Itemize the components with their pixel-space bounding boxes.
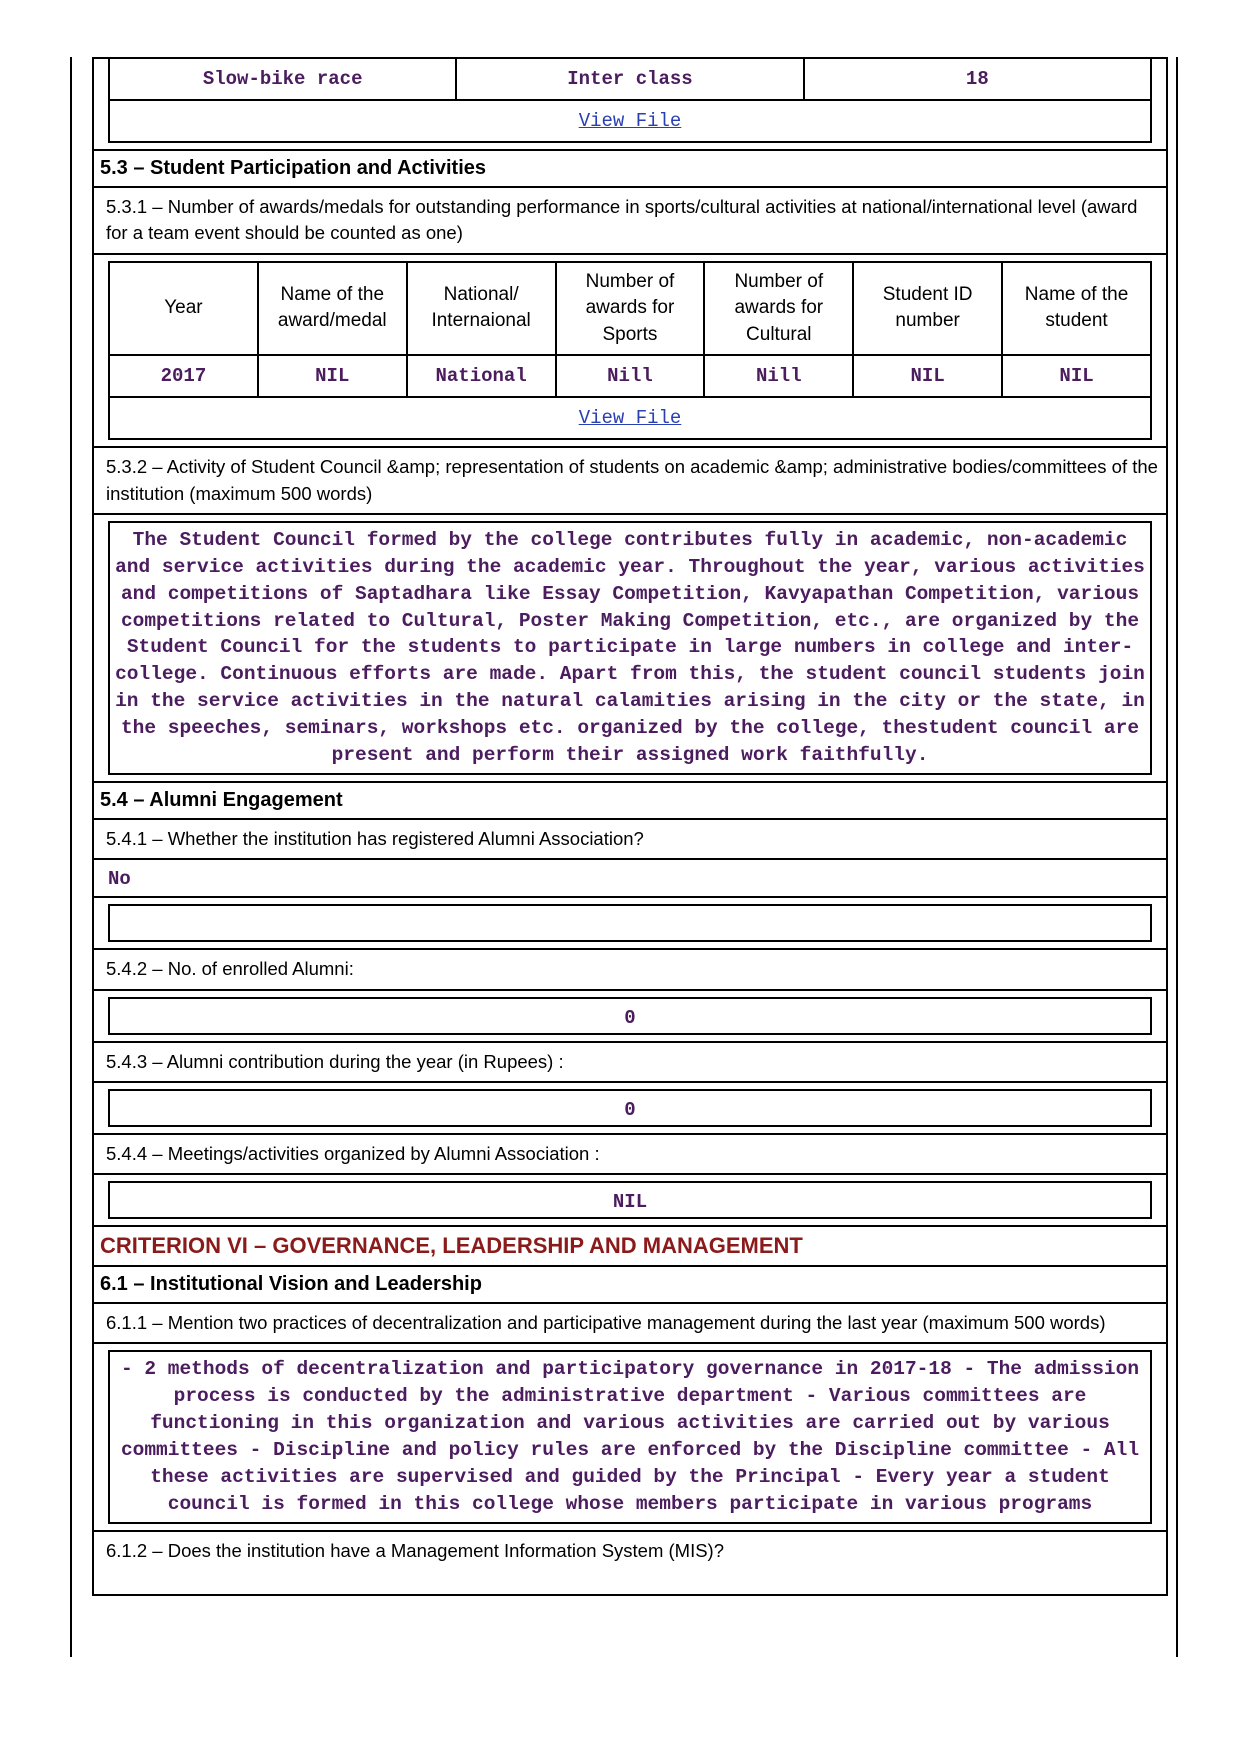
header-student-id: Student ID number <box>853 262 1002 356</box>
answer-5-4-4-section <box>94 1175 1166 1227</box>
question-5-3-1: 5.3.1 – Number of awards/medals for outstanding performance in sports/cultural activities at national/international level (award for a team event should be counted as one) <box>94 188 1166 255</box>
top-table-section <box>94 59 1166 151</box>
event-table <box>108 59 1152 143</box>
cell-cultural-awards: Nill <box>704 355 853 397</box>
empty-answer-section <box>94 898 1166 950</box>
section-heading-6-1: 6.1 – Institutional Vision and Leadership <box>94 1267 1166 1304</box>
answer-5-3-2: The Student Council formed by the college contributes fully in academic, non-academic and service activities during the academic year. Throughout the year, various activities and competitions of Saptadhara like Essay Competition, Kavyapathan Competition, various competitions related to Cultural, Poster Making Competition, etc., are organized by the Student Council for the students to participate in large numbers in college and inter-college. Continuous efforts are made. Apart from this, the student council students join in the service activities in the natural calamities arising in the city or the state, in the speeches, seminars, workshops etc. organized by the college, thestudent council are present and perform their assigned work faithfully. <box>108 521 1152 775</box>
question-5-4-2: 5.4.2 – No. of enrolled Alumni: <box>94 950 1166 990</box>
question-5-4-1: 5.4.1 – Whether the institution has registered Alumni Association? <box>94 820 1166 860</box>
header-student-name: Name of the student <box>1002 262 1151 356</box>
answer-5-4-3: 0 <box>108 1089 1152 1127</box>
header-level: National/ Internaional <box>407 262 556 356</box>
answer-5-4-4: NIL <box>108 1181 1152 1219</box>
awards-table <box>108 261 1152 441</box>
answer-5-4-2-section <box>94 991 1166 1043</box>
criterion-heading: CRITERION VI – GOVERNANCE, LEADERSHIP AND MANAGEMENT <box>94 1227 1166 1267</box>
table-row <box>109 355 1151 397</box>
header-cultural-awards: Number of awards for Cultural <box>704 262 853 356</box>
event-level-cell: Inter class <box>456 59 803 100</box>
left-page-rule <box>70 57 72 1657</box>
question-5-4-4: 5.4.4 – Meetings/activities organized by Alumni Association : <box>94 1135 1166 1175</box>
header-award-name: Name of the award/medal <box>258 262 407 356</box>
answer-5-4-2: 0 <box>108 997 1152 1035</box>
header-year: Year <box>109 262 258 356</box>
answer-5-4-3-section <box>94 1083 1166 1135</box>
cell-student-name: NIL <box>1002 355 1151 397</box>
question-6-1-1: 6.1.1 – Mention two practices of decentralization and participative management during the last year (maximum 500 words) <box>94 1304 1166 1344</box>
answer-6-1-1: - 2 methods of decentralization and participatory governance in 2017-18 - The admission process is conducted by the administrative department - Various committees are functioning in this organization and various activities are carried out by various committees - Discipline and policy rules are enforced by the Discipline committee - All these activities are supervised and guided by the Principal - Every year a student council is formed in this college whose members participate in various programs <box>108 1350 1152 1523</box>
cell-award-name: NIL <box>258 355 407 397</box>
section-heading-5-4: 5.4 – Alumni Engagement <box>94 783 1166 820</box>
table-row <box>109 59 1151 100</box>
empty-answer-box <box>108 904 1152 942</box>
table-header-row <box>109 262 1151 356</box>
cell-level: National <box>407 355 556 397</box>
view-file-link[interactable]: View File <box>578 407 682 430</box>
view-file-cell <box>109 397 1151 439</box>
header-sports-awards: Number of awards for Sports <box>556 262 705 356</box>
cell-year: 2017 <box>109 355 258 397</box>
awards-table-section <box>94 255 1166 449</box>
view-file-cell <box>109 100 1151 142</box>
question-5-4-3: 5.4.3 – Alumni contribution during the year (in Rupees) : <box>94 1043 1166 1083</box>
report-form <box>92 57 1168 1596</box>
cell-student-id: NIL <box>853 355 1002 397</box>
section-heading-5-3: 5.3 – Student Participation and Activities <box>94 151 1166 188</box>
right-page-rule <box>1176 57 1178 1657</box>
answer-5-4-1: No <box>94 860 1166 898</box>
view-file-link[interactable]: View File <box>578 110 682 132</box>
answer-5-3-2-section <box>94 515 1166 783</box>
participants-cell: 18 <box>804 59 1151 100</box>
cell-sports-awards: Nill <box>556 355 705 397</box>
question-5-3-2: 5.3.2 – Activity of Student Council &amp; representation of students on academic &amp; administrative bodies/committees of the institution (maximum 500 words) <box>94 448 1166 515</box>
answer-6-1-1-section <box>94 1344 1166 1531</box>
event-name-cell: Slow-bike race <box>109 59 456 100</box>
question-6-1-2: 6.1.2 – Does the institution have a Management Information System (MIS)? <box>94 1532 1166 1596</box>
